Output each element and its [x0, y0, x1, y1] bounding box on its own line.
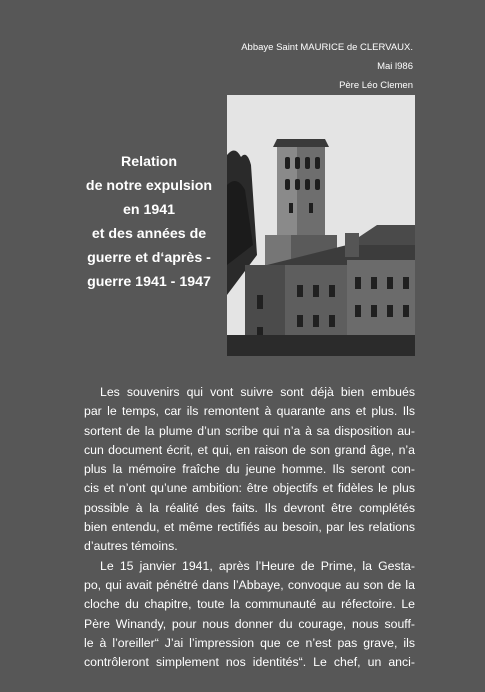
- body-line: le à l’oreiller“ J’ai l’impression que ce n’est pas grave, ils: [84, 635, 415, 650]
- body-text: [84, 383, 415, 672]
- body-line: bien entendu, et même rectifiés au besoin, par les relations: [84, 520, 415, 535]
- header-author: Père Léo Clemen: [339, 80, 413, 91]
- body-line: sortent de la plume d’un scribe qui n’a à sa disposition au-: [84, 423, 415, 438]
- body-line: possible à la réalité des faits. Ils devront être complétés: [84, 500, 415, 515]
- body-line: d’autres témoins.: [84, 539, 178, 554]
- title-line: et des années de: [91, 226, 207, 242]
- title-line: guerre et d‘après -: [87, 250, 211, 266]
- body-line: po, qui avait pénétré dans l’Abbaye, convoque au son de la: [84, 577, 415, 592]
- body-line: cun document écrit, et qui, en raison de son grand âge, n’a: [84, 442, 415, 457]
- document-header: [241, 38, 413, 95]
- body-line: contrôleront simplement nos identités“. Le chef, un anci-: [84, 655, 415, 670]
- body-line: Les souvenirs qui vont suivre sont déjà bien embués: [100, 385, 415, 399]
- title-line: en 1941: [122, 202, 176, 218]
- body-line: cis et n’ont qu’une ambition: être objectifs et fidèles le plus: [84, 481, 415, 496]
- title-line: de notre expulsion: [85, 178, 213, 194]
- body-line: Père Winandy, pour nous donner du courage, nous souff-: [84, 616, 415, 631]
- title-line: Relation: [121, 154, 177, 170]
- body-line: cloche du chapitre, toute la communauté au réfectoire. Le: [84, 597, 415, 612]
- abbey-tower-icon: [227, 95, 415, 356]
- header-date: Mai l986: [377, 61, 413, 72]
- body-line: Le 15 janvier 1941, après l’Heure de Prime, la Gesta-: [100, 558, 415, 573]
- abbey-photo: [227, 95, 415, 356]
- body-line: plus la mémoire fraîche du jeune homme. Ils seront con-: [84, 462, 415, 477]
- title-line: guerre 1941 - 1947: [87, 274, 211, 290]
- document-title: [78, 150, 220, 294]
- header-abbey-name: Abbaye Saint MAURICE de CLERVAUX.: [241, 42, 413, 53]
- body-line: par le temps, car ils remontent à quarante ans et plus. Ils: [84, 404, 415, 419]
